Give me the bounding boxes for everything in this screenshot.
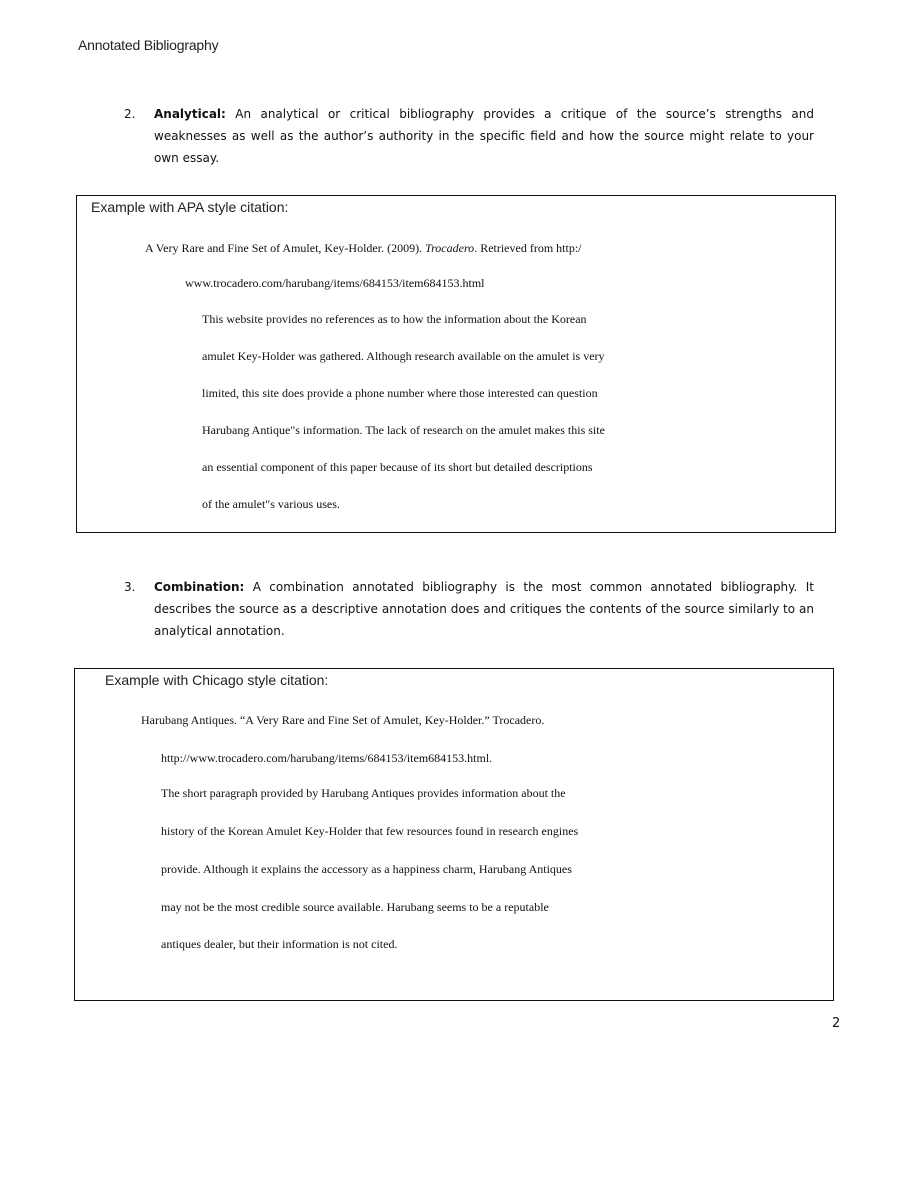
page-header: Annotated Bibliography — [78, 37, 219, 53]
annotation-line: This website provides no references as to how the information about the Korean — [202, 312, 587, 326]
annotation-line: an essential component of this paper because of its short but detailed descriptions — [202, 460, 593, 474]
annotation-line: may not be the most credible source available. Harubang seems to be a reputable — [161, 900, 549, 914]
section-description: An analytical or critical bibliography provides a critique of the source’s strengths and weaknesses as well as the author’s authority in the specific field and how the source might relate to your own essay. — [154, 107, 814, 165]
section-number: 3. — [124, 580, 136, 594]
citation-text: A Very Rare and Fine Set of Amulet, Key-Holder. (2009). — [145, 241, 426, 255]
annotation-line: history of the Korean Amulet Key-Holder that few resources found in research engines — [161, 824, 579, 838]
citation-line-1 — [145, 241, 582, 256]
section-text — [154, 103, 814, 169]
example-title: Example with Chicago style citation: — [105, 672, 329, 688]
section-description: A combination annotated bibliography is the most common annotated bibliography. It describes the source as a descriptive annotation does and critiques the contents of the source similarly to an analytical annotation. — [154, 580, 814, 638]
section-text — [154, 576, 814, 642]
section-combination — [124, 576, 814, 642]
section-term: Combination: — [154, 580, 245, 594]
apa-example-box — [76, 195, 836, 533]
chicago-example-box — [74, 668, 834, 1001]
annotation-line: of the amulet"s various uses. — [202, 497, 340, 511]
annotation-line: antiques dealer, but their information is not cited. — [161, 937, 398, 951]
section-term: Analytical: — [154, 107, 226, 121]
annotation-line: Harubang Antique"s information. The lack of research on the amulet makes this site — [202, 423, 605, 437]
annotation-line: provide. Although it explains the accessory as a happiness charm, Harubang Antiques — [161, 862, 572, 876]
citation-text-post: . Retrieved from http:/ — [474, 241, 582, 255]
annotation-line: limited, this site does provide a phone number where those interested can question — [202, 386, 598, 400]
page-number: 2 — [832, 1016, 841, 1031]
citation-line-2: www.trocadero.com/harubang/items/684153/item684153.html — [185, 276, 485, 290]
example-title: Example with APA style citation: — [91, 199, 289, 215]
section-analytical — [124, 103, 814, 169]
citation-source: Trocadero — [425, 241, 475, 255]
section-number: 2. — [124, 107, 136, 121]
citation-line-2: http://www.trocadero.com/harubang/items/684153/item684153.html. — [161, 751, 493, 765]
annotation-line: The short paragraph provided by Harubang Antiques provides information about the — [161, 786, 566, 800]
annotation-line: amulet Key-Holder was gathered. Although research available on the amulet is very — [202, 349, 605, 363]
citation-line-1: Harubang Antiques. “A Very Rare and Fine Set of Amulet, Key-Holder.” Trocadero. — [141, 713, 545, 727]
